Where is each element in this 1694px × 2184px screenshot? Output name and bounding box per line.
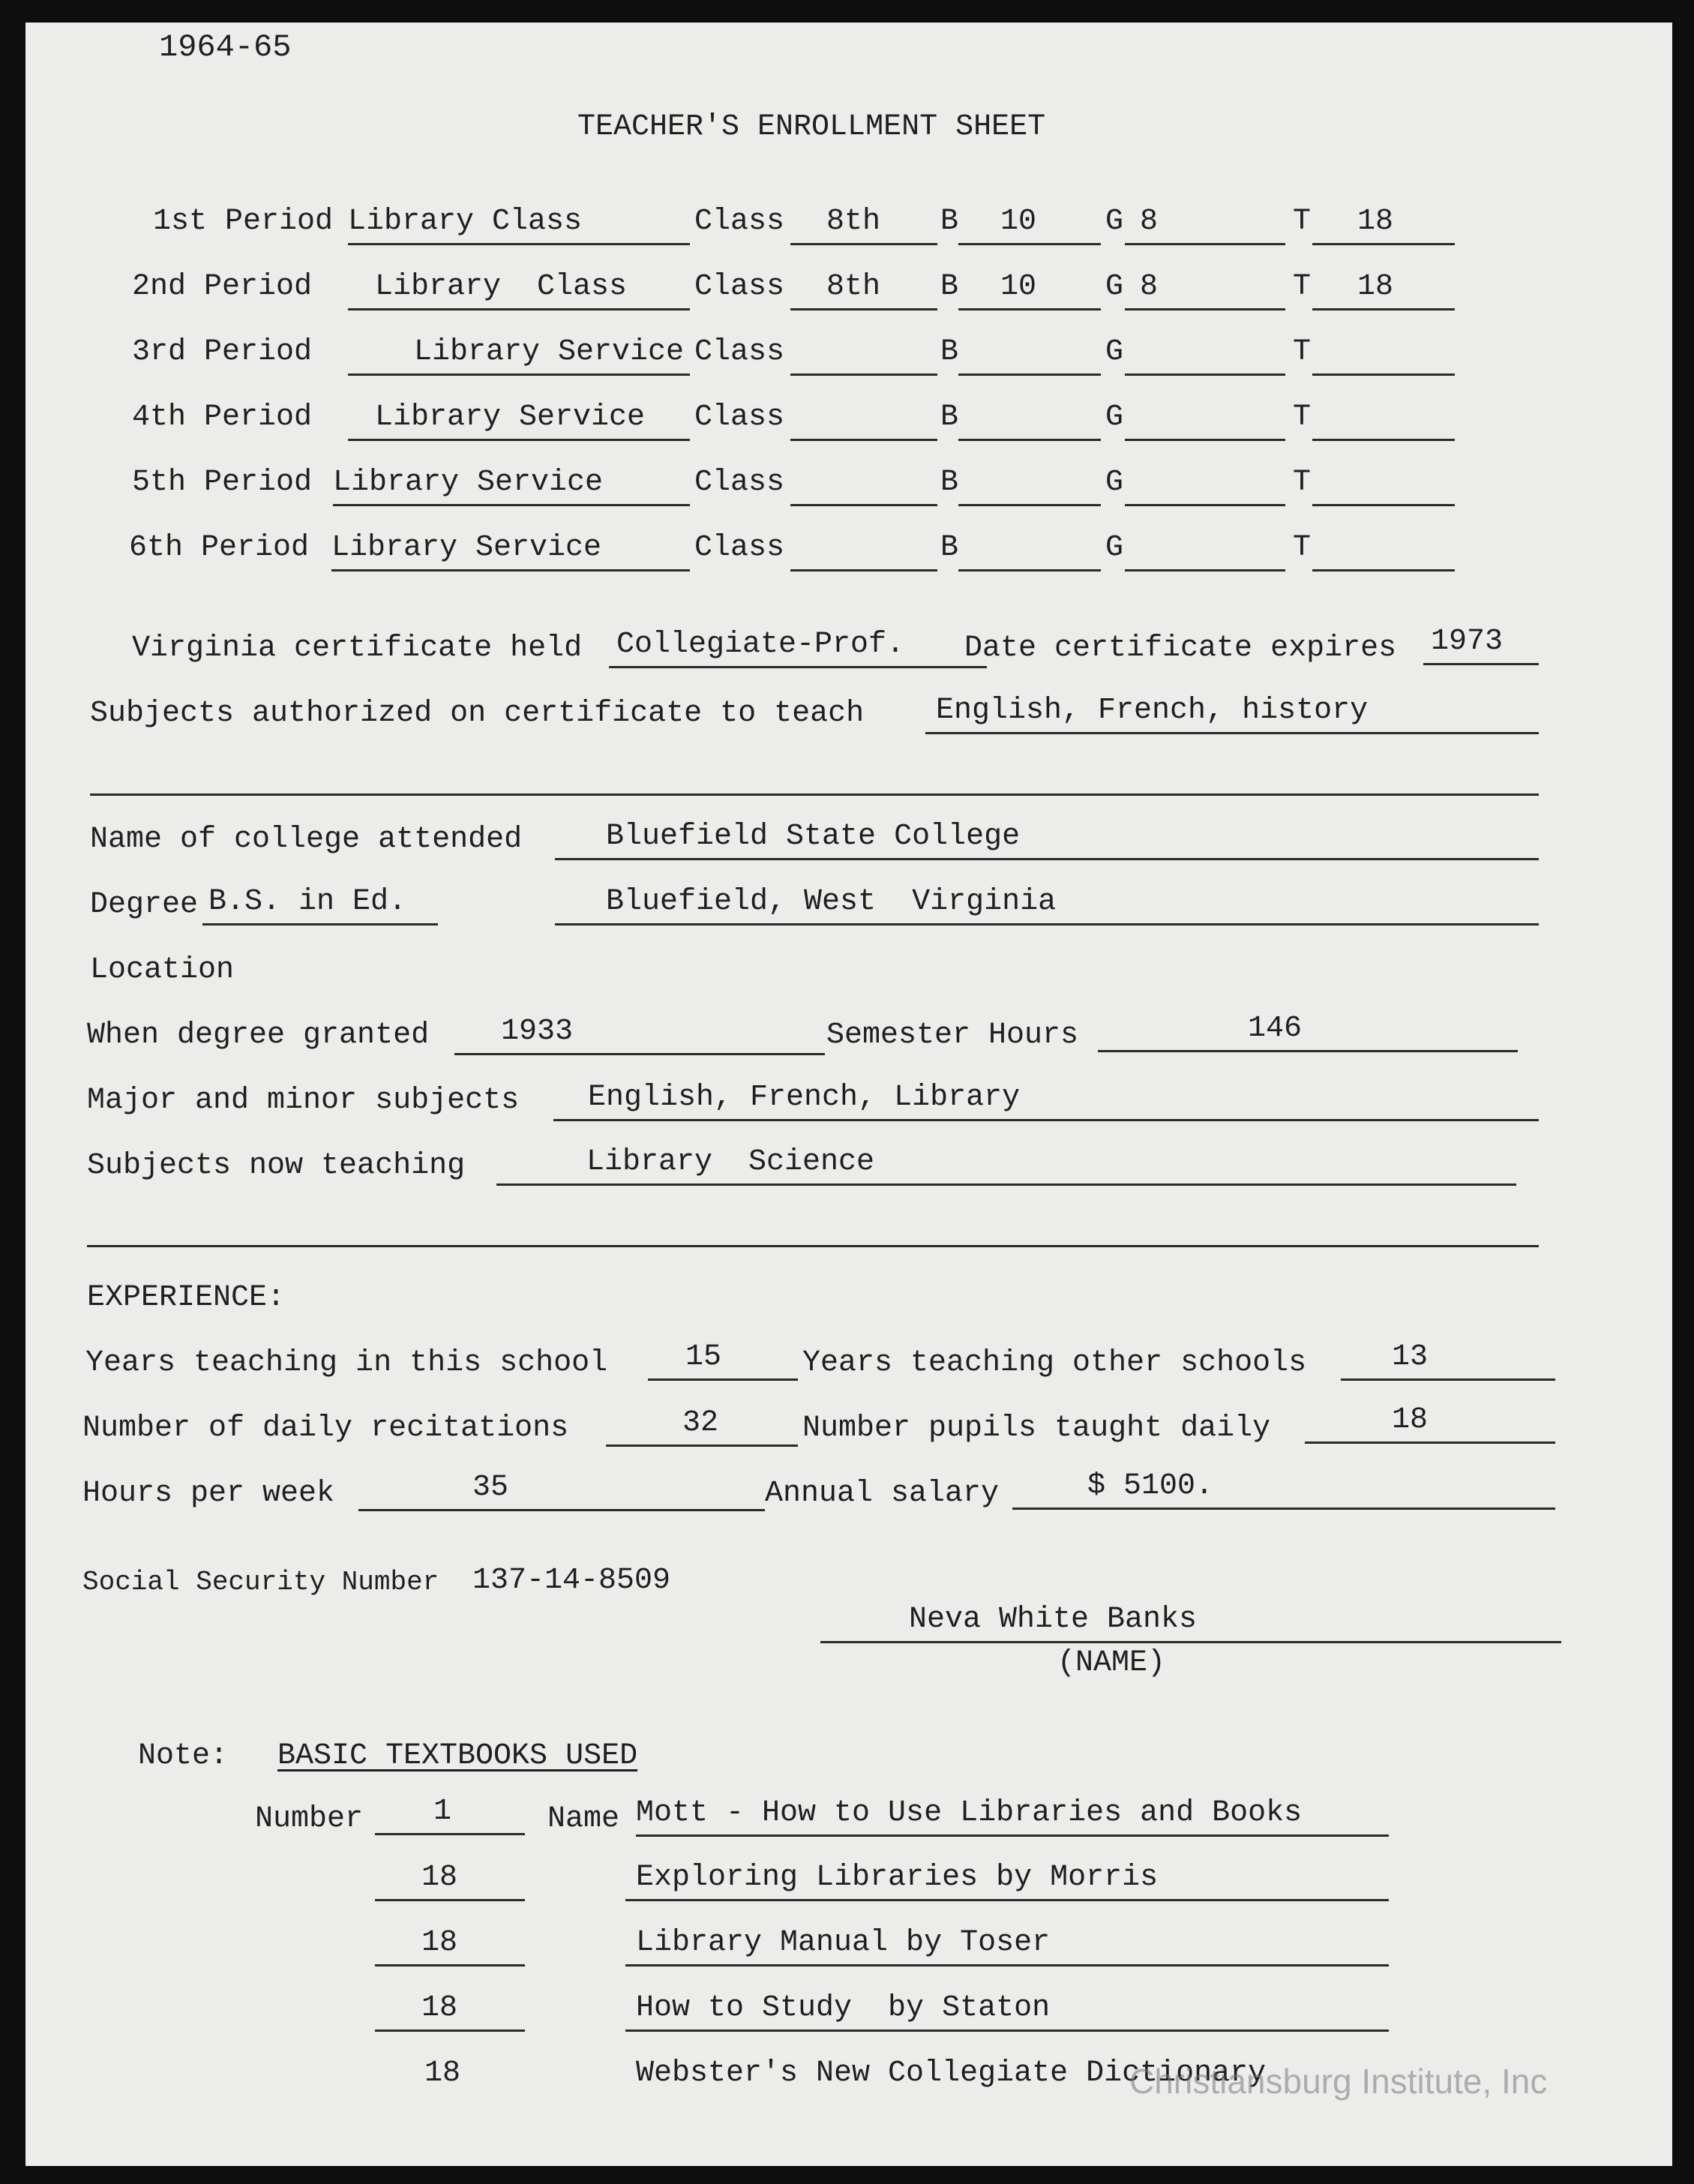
salary-value: $ 5100. bbox=[1012, 1472, 1555, 1510]
girls-value bbox=[1125, 533, 1285, 572]
pupils-label: Number pupils taught daily bbox=[802, 1412, 1271, 1445]
recitations-label: Number of daily recitations bbox=[82, 1412, 569, 1445]
college-label: Name of college attended bbox=[90, 823, 523, 856]
total-value bbox=[1312, 533, 1455, 572]
name-caption: (NAME) bbox=[1057, 1646, 1166, 1680]
textbook-number: 1 bbox=[375, 1797, 525, 1835]
location-label: Location bbox=[90, 953, 235, 987]
certificate-expires-label: Date certificate expires bbox=[964, 632, 1397, 665]
total-label: T bbox=[1293, 466, 1312, 500]
hours-value: 35 bbox=[358, 1473, 765, 1511]
class-label: Class bbox=[694, 466, 785, 500]
period-subject: Library Service bbox=[331, 533, 690, 572]
girls-label: G bbox=[1105, 466, 1124, 500]
page-title: TEACHER'S ENROLLMENT SHEET bbox=[577, 110, 1046, 144]
teacher-name: Neva White Banks bbox=[820, 1605, 1561, 1643]
years-this-label: Years teaching in this school bbox=[85, 1346, 608, 1380]
textbook-number: 18 bbox=[375, 1863, 525, 1901]
total-label: T bbox=[1293, 400, 1312, 434]
total-label: T bbox=[1293, 205, 1312, 238]
years-other-label: Years teaching other schools bbox=[802, 1346, 1307, 1380]
boys-label: B bbox=[940, 205, 959, 238]
location-value: Bluefield, West Virginia bbox=[555, 887, 1539, 926]
when-granted-label: When degree granted bbox=[87, 1018, 430, 1052]
girls-label: G bbox=[1105, 531, 1124, 565]
years-this-value: 15 bbox=[648, 1342, 798, 1381]
period-label: 6th Period bbox=[129, 531, 310, 565]
boys-label: B bbox=[940, 531, 959, 565]
major-minor-value: English, French, Library bbox=[553, 1083, 1539, 1121]
total-label: T bbox=[1293, 335, 1312, 369]
boys-label: B bbox=[940, 335, 959, 369]
textbook-name: How to Study by Staton bbox=[625, 1994, 1389, 2032]
now-teaching-value: Library Science bbox=[496, 1148, 1516, 1186]
textbook-name: Mott - How to Use Libraries and Books bbox=[636, 1798, 1389, 1837]
class-value: 8th bbox=[790, 272, 937, 310]
total-label: T bbox=[1293, 270, 1312, 304]
boys-label: B bbox=[940, 270, 959, 304]
degree-label: Degree bbox=[90, 888, 199, 922]
boys-value bbox=[958, 533, 1101, 572]
certificate-held-label: Virginia certificate held bbox=[132, 632, 583, 665]
textbook-name: Webster's New Collegiate Dictionary bbox=[636, 2056, 1267, 2090]
school-year: 1964-65 bbox=[159, 29, 292, 65]
certificate-expires-value: 1973 bbox=[1423, 627, 1539, 665]
experience-heading: EXPERIENCE: bbox=[87, 1281, 286, 1315]
ssn-value: 137-14-8509 bbox=[472, 1564, 671, 1598]
boys-label: B bbox=[940, 466, 959, 500]
salary-label: Annual salary bbox=[765, 1477, 1000, 1510]
note-label: Note: bbox=[138, 1739, 229, 1773]
girls-label: G bbox=[1105, 400, 1124, 434]
college-value: Bluefield State College bbox=[555, 822, 1539, 860]
semester-hours-label: Semester Hours bbox=[826, 1018, 1079, 1052]
recitations-value: 32 bbox=[606, 1408, 798, 1447]
girls-value bbox=[1125, 338, 1285, 376]
girls-value: 8 bbox=[1125, 272, 1285, 310]
class-value: 8th bbox=[790, 207, 937, 245]
total-value bbox=[1312, 338, 1455, 376]
name-label: Name bbox=[547, 1802, 620, 1836]
boys-value bbox=[958, 403, 1101, 441]
textbook-number: 18 bbox=[375, 1928, 525, 1966]
boys-label: B bbox=[940, 400, 959, 434]
boys-value: 10 bbox=[958, 207, 1101, 245]
degree-value: B.S. in Ed. bbox=[202, 887, 438, 926]
ssn-label: Social Security Number bbox=[82, 1567, 439, 1598]
total-value bbox=[1312, 468, 1455, 506]
class-value bbox=[790, 468, 937, 506]
girls-label: G bbox=[1105, 335, 1124, 369]
watermark: Christiansburg Institute, Inc bbox=[1129, 2062, 1548, 2101]
girls-value bbox=[1125, 468, 1285, 506]
pupils-value: 18 bbox=[1305, 1406, 1555, 1444]
hours-label: Hours per week bbox=[82, 1477, 335, 1510]
class-label: Class bbox=[694, 400, 785, 434]
boys-value bbox=[958, 468, 1101, 506]
textbook-name: Exploring Libraries by Morris bbox=[625, 1863, 1389, 1901]
girls-label: G bbox=[1105, 270, 1124, 304]
period-label: 3rd Period bbox=[132, 335, 313, 369]
period-subject: Library Class bbox=[348, 272, 690, 310]
textbooks-heading: BASIC TEXTBOOKS USED bbox=[277, 1739, 638, 1773]
period-label: 5th Period bbox=[132, 466, 313, 500]
girls-value: 8 bbox=[1125, 207, 1285, 245]
total-value: 18 bbox=[1312, 207, 1455, 245]
subjects-authorized-value: English, French, history bbox=[925, 696, 1539, 734]
textbook-number: 18 bbox=[424, 2056, 461, 2090]
now-teaching-label: Subjects now teaching bbox=[87, 1149, 466, 1183]
period-label: 1st Period bbox=[153, 205, 334, 238]
period-subject: Library Service bbox=[333, 468, 690, 506]
boys-value bbox=[958, 338, 1101, 376]
period-subject: Library Service bbox=[348, 403, 690, 441]
girls-label: G bbox=[1105, 205, 1124, 238]
boys-value: 10 bbox=[958, 272, 1101, 310]
period-label: 2nd Period bbox=[132, 270, 313, 304]
total-value bbox=[1312, 403, 1455, 441]
document-page bbox=[25, 22, 1672, 2166]
class-value bbox=[790, 403, 937, 441]
class-label: Class bbox=[694, 205, 785, 238]
total-value: 18 bbox=[1312, 272, 1455, 310]
class-label: Class bbox=[694, 270, 785, 304]
semester-hours-value: 146 bbox=[1098, 1014, 1518, 1052]
period-subject: Library Service bbox=[348, 338, 690, 376]
when-granted-value: 1933 bbox=[454, 1017, 825, 1055]
number-label: Number bbox=[255, 1802, 364, 1836]
major-minor-label: Major and minor subjects bbox=[87, 1084, 520, 1118]
class-label: Class bbox=[694, 335, 785, 369]
period-subject: Library Class bbox=[348, 207, 690, 245]
class-label: Class bbox=[694, 531, 785, 565]
blank-line bbox=[90, 794, 1539, 796]
textbook-name: Library Manual by Toser bbox=[625, 1928, 1389, 1966]
subjects-authorized-label: Subjects authorized on certificate to teach bbox=[90, 697, 865, 730]
blank-line bbox=[87, 1245, 1539, 1247]
certificate-held-value: Collegiate-Prof. bbox=[609, 630, 987, 668]
class-value bbox=[790, 338, 937, 376]
period-label: 4th Period bbox=[132, 400, 313, 434]
girls-value bbox=[1125, 403, 1285, 441]
years-other-value: 13 bbox=[1341, 1342, 1555, 1381]
class-value bbox=[790, 533, 937, 572]
textbook-number: 18 bbox=[375, 1994, 525, 2032]
total-label: T bbox=[1293, 531, 1312, 565]
